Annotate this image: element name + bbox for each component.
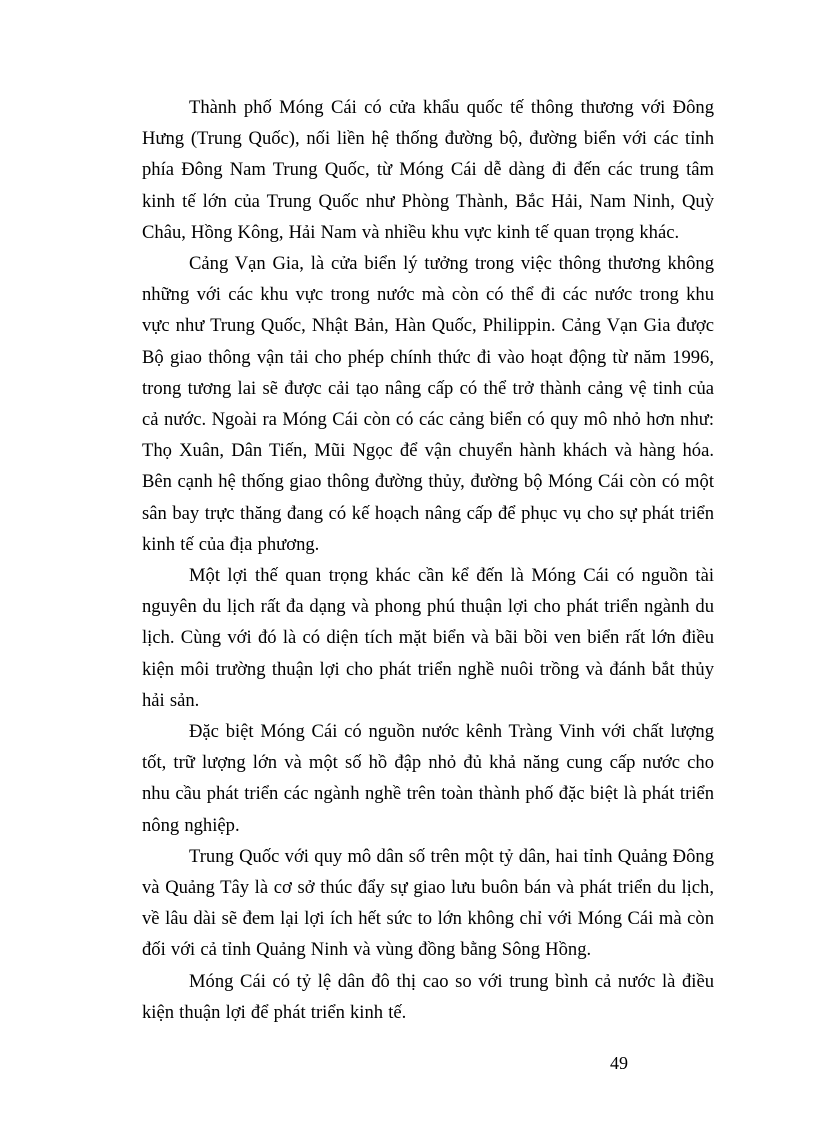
paragraph-mong-cai-border-gate: Thành phố Móng Cái có cửa khẩu quốc tế thông thương với Đông Hưng (Trung Quốc), nối liền hệ thống đường bộ, đường biển với các tỉnh phía Đông Nam Trung Quốc, từ Móng Cái dễ dàng đi đến các trung tâm kinh tế lớn của Trung Quốc như Phòng Thành, Bắc Hải, Nam Ninh, Quỳ Châu, Hồng Kông, Hải Nam và nhiều khu vực kinh tế quan trọng khác. xyxy=(142,97,714,243)
page-number: 49 xyxy=(610,1053,628,1073)
paragraph-tourism-resources: Một lợi thế quan trọng khác cần kể đến là Móng Cái có nguồn tài nguyên du lịch rất đa dạng và phong phú thuận lợi cho phát triển ngành du lịch. Cùng với đó là có diện tích mặt biển và bãi bồi ven biển rất lớn điều kiện môi trường thuận lợi cho phát triển nghề nuôi trồng và đánh bắt thủy hải sản. xyxy=(142,565,714,711)
paragraph-urban-population: Móng Cái có tỷ lệ dân đô thị cao so với trung bình cả nước là điều kiện thuận lợi để phát triển kinh tế. xyxy=(142,970,714,1023)
document-body xyxy=(142,92,714,1028)
paragraph-water-resources: Đặc biệt Móng Cái có nguồn nước kênh Tràng Vinh với chất lượng tốt, trữ lượng lớn và một số hồ đập nhỏ đủ khả năng cung cấp nước cho nhu cầu phát triển các ngành nghề trên toàn thành phố đặc biệt là phát triển nông nghiệp. xyxy=(142,721,714,836)
paragraph-van-gia-port: Cảng Vạn Gia, là cửa biển lý tưởng trong việc thông thương không những với các khu vực trong nước mà còn có thể đi các nước trong khu vực như Trung Quốc, Nhật Bản, Hàn Quốc, Philippin. Cảng Vạn Gia được Bộ giao thông vận tải cho phép chính thức đi vào hoạt động từ năm 1996, trong tương lai sẽ được cải tạo nâng cấp có thể trở thành cảng vệ tinh của cả nước. Ngoài ra Móng Cái còn có các cảng biển có quy mô nhỏ hơn như: Thọ Xuân, Dân Tiến, Mũi Ngọc để vận chuyển hành khách và hàng hóa. Bên cạnh hệ thống giao thông đường thủy, đường bộ Móng Cái còn có một sân bay trực thăng đang có kế hoạch nâng cấp để phục vụ cho sự phát triển kinh tế của địa phương. xyxy=(142,253,714,555)
paragraph-china-trade: Trung Quốc với quy mô dân số trên một tỷ dân, hai tỉnh Quảng Đông và Quảng Tây là cơ sở thúc đẩy sự giao lưu buôn bán và phát triển du lịch, về lâu dài sẽ đem lại lợi ích hết sức to lớn không chỉ với Móng Cái mà còn đối với cả tỉnh Quảng Ninh và vùng đồng bằng Sông Hồng. xyxy=(142,845,714,961)
